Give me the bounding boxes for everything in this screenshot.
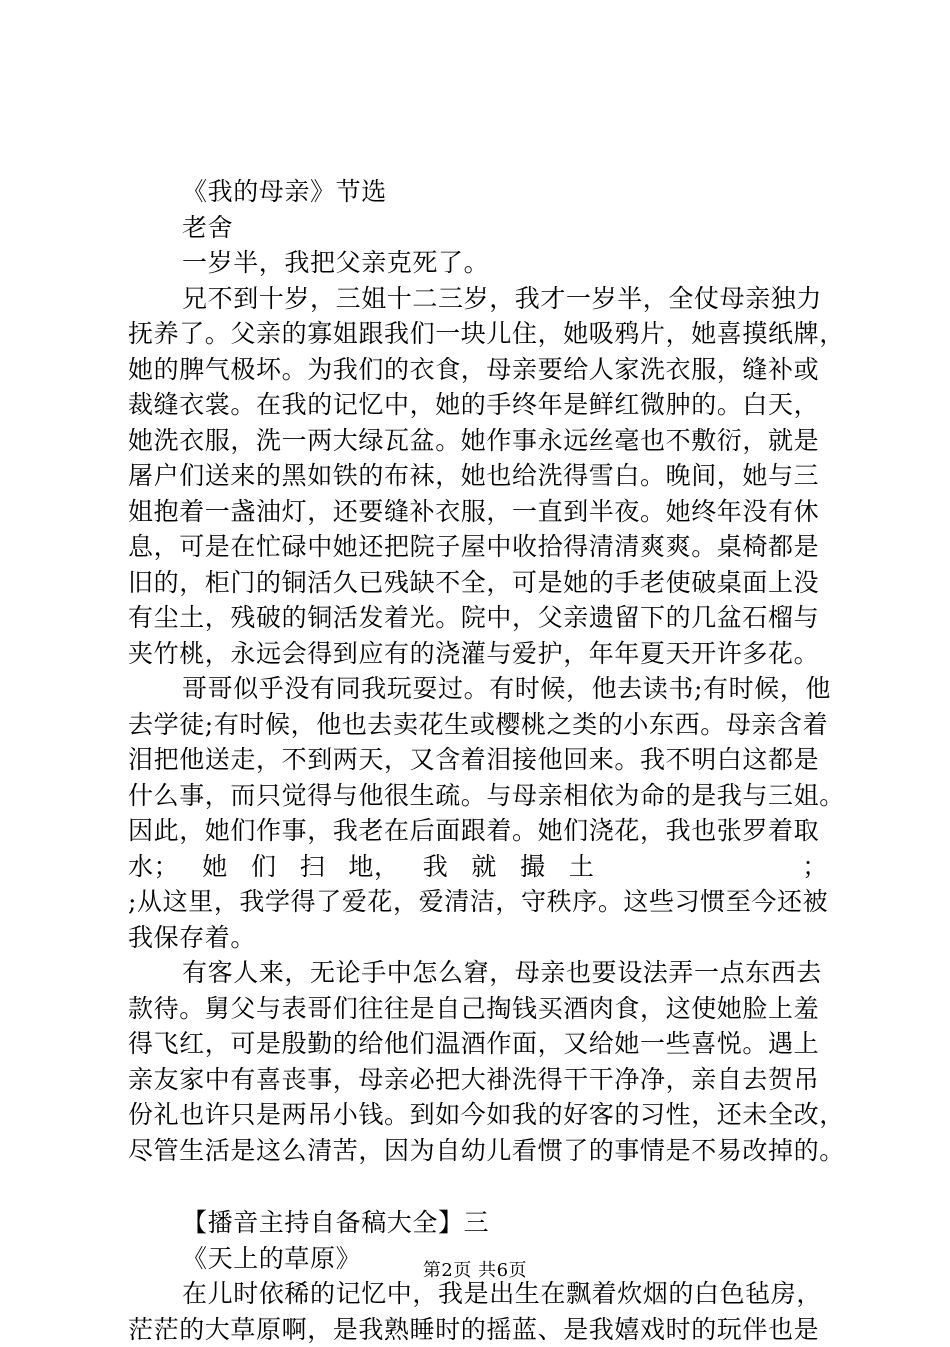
- paragraph-line: 去学徒;有时候，他也去卖花生或樱桃之类的小东西。母亲含着: [128, 707, 828, 743]
- paragraph-line: 夹竹桃，永远会得到应有的浇灌与爱护，年年夏天开许多花。: [128, 636, 828, 672]
- paragraph-line: 息，可是在忙碌中她还把院子屋中收拾得清清爽爽。桌椅都是: [128, 529, 828, 565]
- spread-word: 水；: [128, 849, 179, 885]
- paragraph-line: 她的脾气极坏。为我们的衣食，母亲要给人家洗衣服，缝补或: [128, 352, 828, 388]
- paragraph-line: 有尘土，残破的铜活发着光。院中，父亲遗留下的几盆石榴与: [128, 600, 828, 636]
- document-body: [128, 174, 828, 1347]
- paragraph-line: 尽管生活是这么清苦，因为自幼儿看惯了的事情是不易改掉的。: [128, 1133, 828, 1169]
- paragraph-line: 姐抱着一盏油灯，还要缝补衣服，一直到半夜。她终年没有休: [128, 494, 828, 530]
- article-author: 老舍: [128, 210, 828, 246]
- paragraph-line: 屠户们送来的黑如铁的布袜，她也给洗得雪白。晚间，她与三: [128, 458, 828, 494]
- article-title: 《天上的草原》: [128, 1241, 828, 1277]
- section-heading: 【播音主持自备稿大全】三: [128, 1205, 828, 1241]
- spread-word: 她: [202, 849, 228, 885]
- paragraph-line: 我保存着。: [128, 920, 828, 956]
- spread-word: 撮: [520, 849, 546, 885]
- paragraph-line: 抚养了。父亲的寡姐跟我们一块儿住，她吸鸦片，她喜摸纸牌，: [128, 316, 828, 352]
- paragraph-line: 一岁半，我把父亲克死了。: [128, 245, 828, 281]
- paragraph-line: 亲友家中有喜丧事，母亲必把大褂洗得干干净净，亲自去贺吊: [128, 1062, 828, 1098]
- section-gap: [128, 1168, 828, 1205]
- paragraph-line: 裁缝衣裳。在我的记忆中，她的手终年是鲜红微肿的。白天，: [128, 387, 828, 423]
- paragraph-line: 什么事，而只觉得与他很生疏。与母亲相依为命的是我与三姐。: [128, 778, 828, 814]
- paragraph-line: 哥哥似乎没有同我玩耍过。有时候，他去读书;有时候，他: [128, 671, 828, 707]
- spread-word: 地，: [348, 849, 399, 885]
- spread-word: 土: [569, 849, 595, 885]
- article-title: 《我的母亲》节选: [128, 174, 828, 210]
- paragraph-line: 旧的，柜门的铜活久已残缺不全，可是她的手老使破桌面上没: [128, 565, 828, 601]
- justified-paragraph-line: [128, 849, 828, 885]
- spread-word: 扫: [300, 849, 326, 885]
- paragraph-line: 兄不到十岁，三姐十二三岁，我才一岁半，全仗母亲独力: [128, 281, 828, 317]
- spread-word: 我: [423, 849, 449, 885]
- paragraph-line: ;从这里，我学得了爱花，爱清洁，守秩序。这些习惯至今还被: [128, 884, 828, 920]
- spread-word: 们: [251, 849, 277, 885]
- paragraph-line: 泪把他送走，不到两天，又含着泪接他回来。我不明白这都是: [128, 742, 828, 778]
- spread-word: ；: [802, 849, 828, 885]
- paragraph-line: 她洗衣服，洗一两大绿瓦盆。她作事永远丝毫也不敷衍，就是: [128, 423, 828, 459]
- page-number-footer: 第2页 共6页: [0, 1256, 950, 1282]
- spread-word: 就: [471, 849, 497, 885]
- paragraph-line: 在儿时依稀的记忆中，我是出生在飘着炊烟的白色毡房，: [128, 1276, 828, 1312]
- paragraph-line: 因此，她们作事，我老在后面跟着。她们浇花，我也张罗着取: [128, 813, 828, 849]
- paragraph-line: 份礼也许只是两吊小钱。到如今如我的好客的习性，还未全改，: [128, 1097, 828, 1133]
- paragraph-line: 茫茫的大草原啊，是我熟睡时的摇蓝、是我嬉戏时的玩伴也是: [128, 1312, 828, 1347]
- paragraph-line: 款待。舅父与表哥们往往是自己掏钱买酒肉食，这使她脸上羞: [128, 991, 828, 1027]
- paragraph-line: 有客人来，无论手中怎么窘，母亲也要设法弄一点东西去: [128, 955, 828, 991]
- paragraph-line: 得飞红，可是殷勤的给他们温酒作面，又给她一些喜悦。遇上: [128, 1026, 828, 1062]
